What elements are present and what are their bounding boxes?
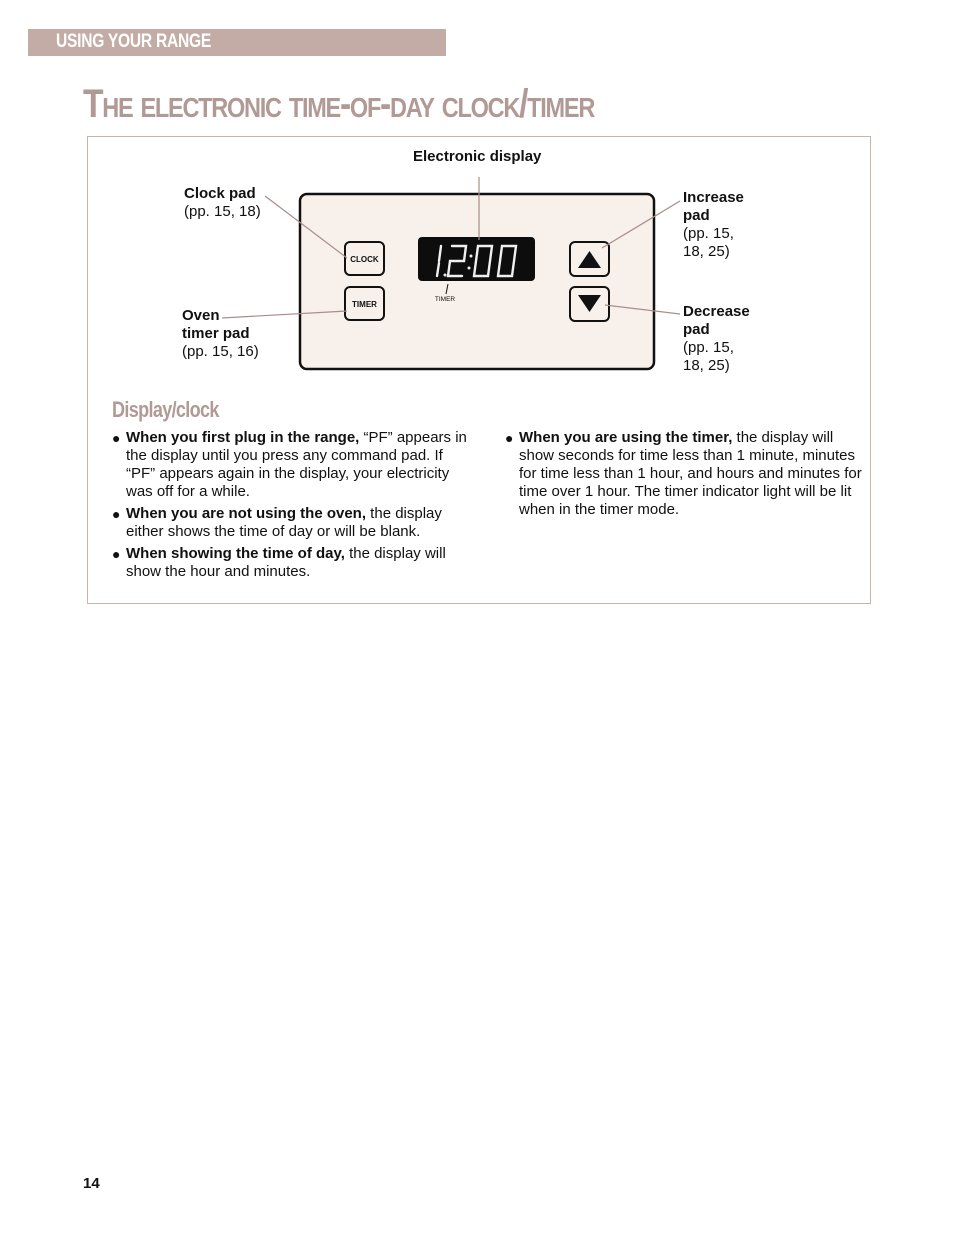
electronic-display-callout: Electronic display [413, 148, 542, 165]
list-item: ● When you first plug in the range, “PF” appears in the display until you press any command pad. If “PF” appears again in the display, your electricity was off for a while. [112, 429, 467, 500]
list-item: ● When showing the time of day, the display will show the hour and minutes. [112, 545, 446, 580]
page-title: The electronic time-of-day clock/timer [83, 82, 595, 126]
clock-button-label: CLOCK [350, 255, 379, 264]
control-panel-diagram [0, 0, 954, 400]
bullet-icon: ● [112, 430, 121, 446]
decrease-pad-callout: Decrease pad (pp. 15, 18, 25) [683, 303, 750, 374]
page-number: 14 [83, 1175, 100, 1192]
oven-timer-pad-callout: Oven timer pad (pp. 15, 16) [182, 307, 259, 360]
right-bullet-column [505, 429, 863, 523]
clock-pad-callout: Clock pad (pp. 15, 18) [184, 185, 261, 220]
timer-button[interactable] [345, 287, 384, 320]
decrease-button[interactable] [570, 287, 609, 321]
list-item: ● When you are not using the oven, the display either shows the time of day or will be blank. [112, 505, 442, 540]
control-panel [300, 194, 654, 369]
timer-indicator-label: TIMER [434, 296, 456, 303]
list-item: ● When you are using the timer, the display will show seconds for time less than 1 minute, minutes for time less than 1 hour, and hours and minutes for time over 1 hour. The timer indicator light will be lit when in the timer mode. [505, 429, 862, 518]
bullet-icon: ● [505, 430, 514, 446]
section-header-label: USING YOUR RANGE [56, 31, 212, 52]
bullet-icon: ● [112, 506, 121, 522]
section-heading: Display/clock [112, 397, 219, 422]
timer-button-label: TIMER [352, 300, 377, 309]
clock-button[interactable] [345, 242, 384, 275]
left-bullet-column [112, 429, 474, 585]
increase-pad-callout: Increase pad (pp. 15, 18, 25) [683, 189, 744, 260]
bullet-icon: ● [112, 546, 121, 562]
